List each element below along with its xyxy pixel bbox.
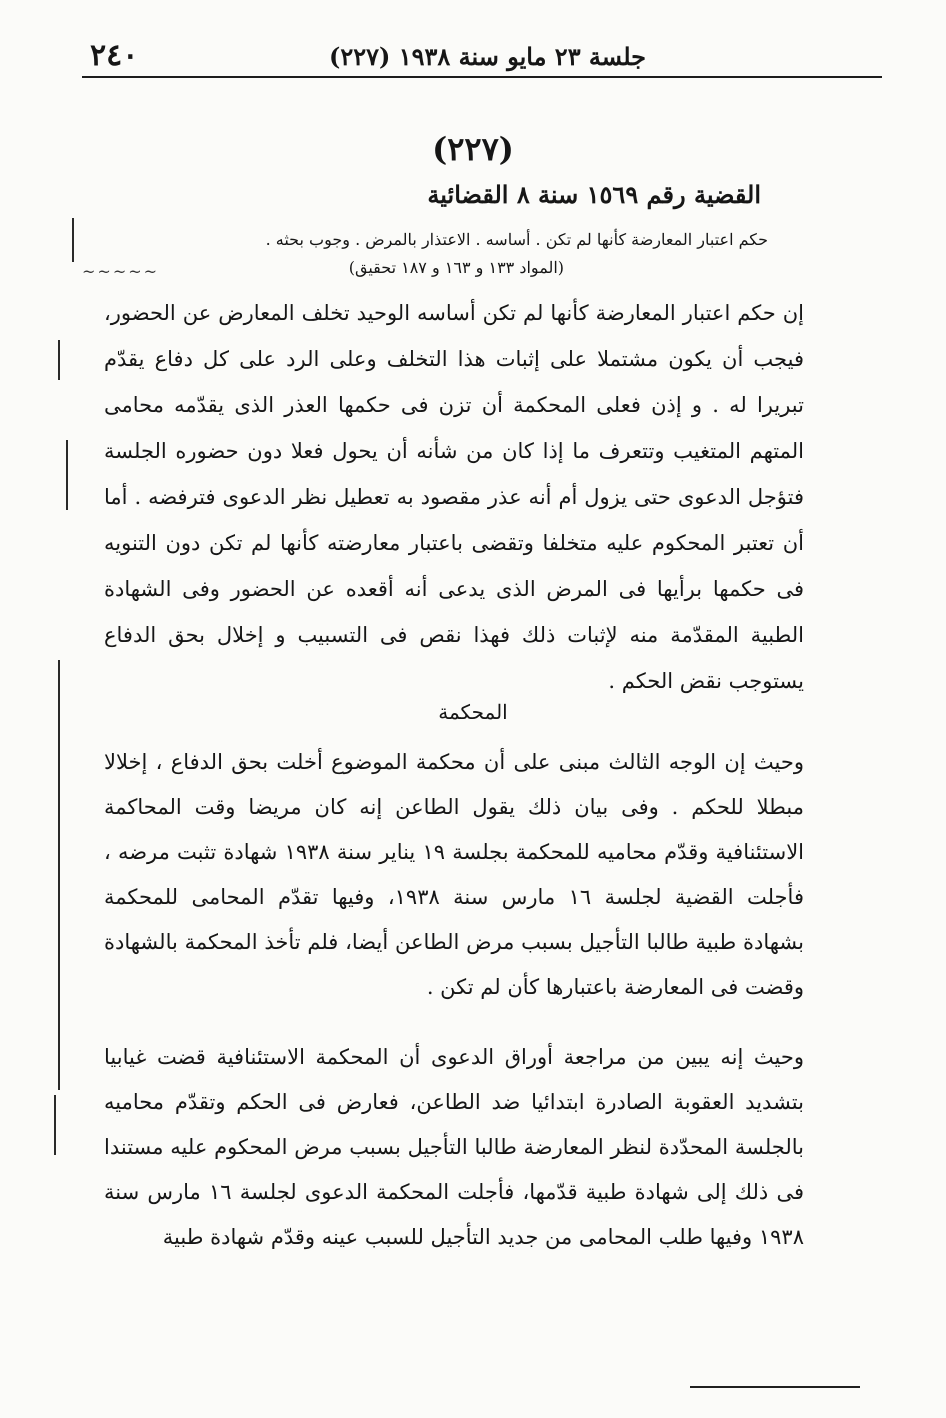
- reasoning-paragraph-2: وحيث إنه يبين من مراجعة أوراق الدعوى أن المحكمة الاستئنافية قضت غيابيا بتشديد العقوبة الصادرة ابتدائيا ضد الطاعن، فعارض فى الحكم وتقدّم محاميه بالجلسة المحدّدة لنظر المعارضة طالبا التأجيل بسبب مرض المحكوم عليه مستندا فى ذلك إلى شهادة طبية قدّمها، فأجلت المحكمة الدعوى لجلسة ١٦ مارس سنة ١٩٣٨ وفيها طلب المحامى من جديد التأجيل للسبب عينه وقدّم شهادة طبية: [104, 1045, 804, 1249]
- running-header: [90, 38, 856, 74]
- case-number: (٢٢٧): [432, 130, 514, 168]
- statute-reference: (المواد ١٣٣ و ١٦٣ و ١٨٧ تحقيق): [348, 258, 564, 277]
- legal-principle-paragraph: إن حكم اعتبار المعارضة كأنها لم تكن أساسه الوحيد تخلف المعارض عن الحضور، فيجب أن يكون مشتملا على إثبات هذا التخلف وعلى الرد على كل دفاع يقدّم تبريرا له . و إذن فعلى المحكمة أن تزن فى حكمها العذر الذى يقدّمه محامى المتهم المتغيب وتتعرف ما إذا كان من شأنه أن يحول فعلا دون حضوره الجلسة فتؤجل الدعوى حتى يزول أم أنه عذر مقصود به تعطيل نظر الدعوى فترفضه . أما أن تعتبر المحكوم عليه متخلفا وتقضى باعتبار معارضته كأنها لم تكن دون التنويه فى حكمها برأيها فى المرض الذى يدعى أنه أقعده عن الحضور وفى الشهادة الطبية المقدّمة منه لإثبات ذلك فهذا نقص فى التسبيب و إخلال بحق الدفاع يستوجب نقض الحكم .: [104, 301, 804, 693]
- margin-mark: [58, 660, 60, 1090]
- margin-scribble: ~~~~~: [82, 262, 160, 281]
- header-rule: [82, 76, 882, 78]
- court-section-heading: المحكمة: [438, 700, 508, 724]
- footer-rule: [690, 1386, 860, 1388]
- case-title: القضية رقم ١٥٦٩ سنة ٨ القضائية: [427, 180, 761, 209]
- page-number: ٢٤٠: [90, 38, 139, 73]
- reasoning-paragraph-1: وحيث إن الوجه الثالث مبنى على أن محكمة الموضوع أخلت بحق الدفاع ، إخلالا مبطلا للحكم . وفى بيان ذلك يقول الطاعن إنه كان مريضا وقت المحاكمة الاستئنافية وقدّم محاميه للمحكمة بجلسة ١٩ يناير سنة ١٩٣٨ شهادة تثبت مرضه ، فأجلت القضية لجلسة ١٦ مارس سنة ١٩٣٨، وفيها تقدّم المحامى للمحكمة بشهادة طبية طالبا التأجيل بسبب مرض الطاعن أيضا، فلم تأخذ المحكمة بالشهادة وقضت فى المعارضة باعتبارها كأن لم تكن .: [104, 750, 805, 999]
- margin-mark: [54, 1095, 56, 1155]
- case-summary: حكم اعتبار المعارضة كأنها لم تكن . أساسه . الاعتذار بالمرض . وجوب بحثه .: [265, 230, 768, 249]
- margin-mark: [72, 218, 74, 262]
- margin-mark: [66, 440, 68, 510]
- margin-mark: [58, 340, 60, 380]
- running-header-title: جلسة ٢٣ مايو سنة ١٩٣٨ (٢٢٧): [328, 42, 646, 71]
